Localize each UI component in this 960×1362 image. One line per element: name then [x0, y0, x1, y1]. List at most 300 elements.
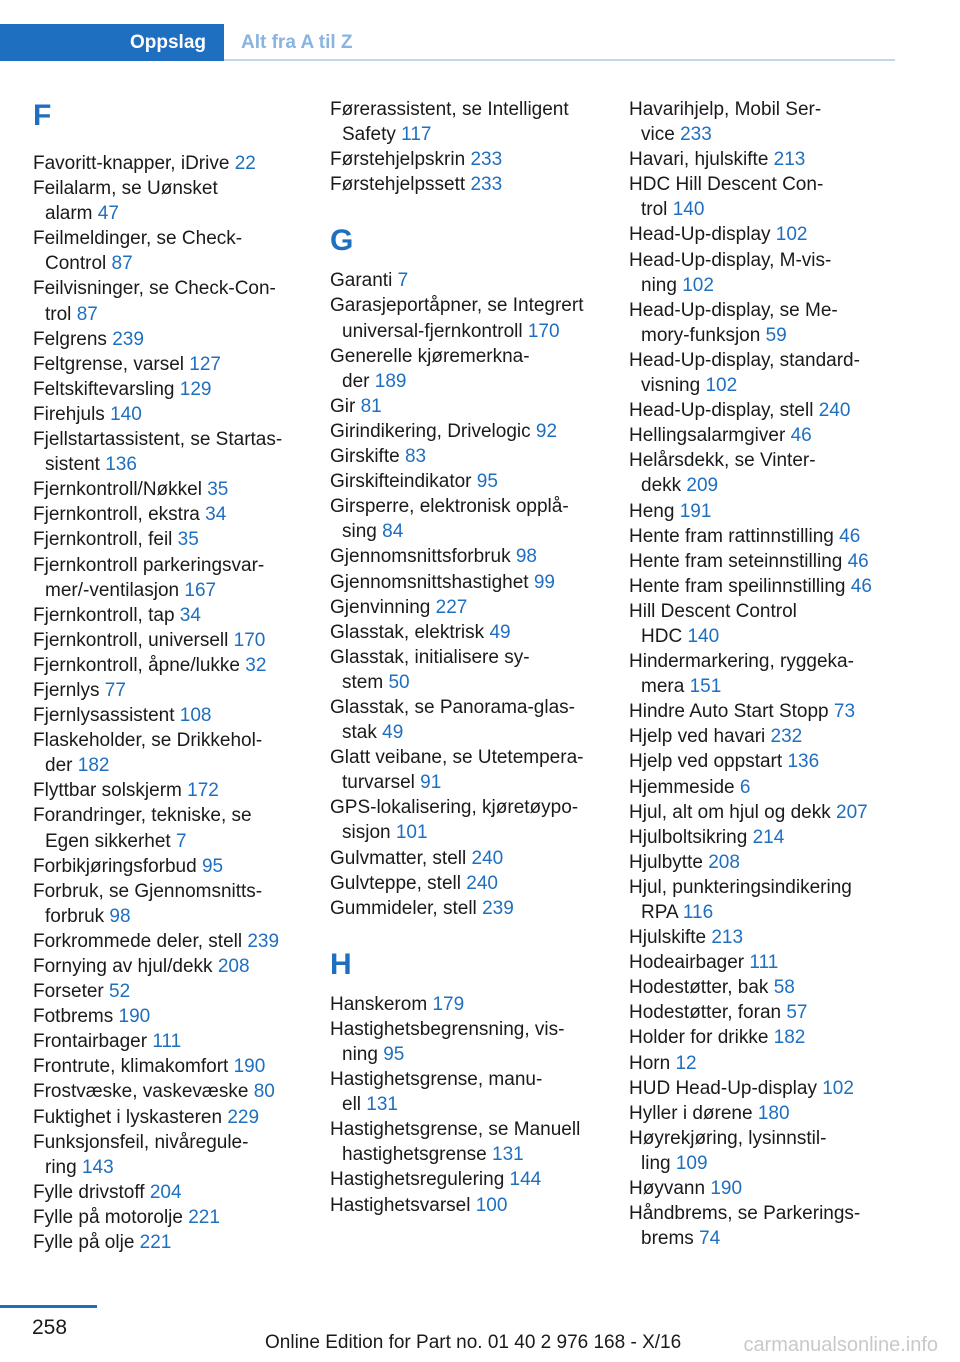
- index-entry: [629, 775, 901, 800]
- index-entry-text: Hjulskifte: [629, 927, 707, 949]
- page-reference-link[interactable]: 12: [675, 1052, 697, 1074]
- page-reference-link[interactable]: 95: [383, 1044, 405, 1065]
- page-reference-link[interactable]: 182: [773, 1027, 806, 1049]
- page-reference-link[interactable]: 239: [247, 930, 280, 952]
- index-entry-text: Forbruk, se Gjennomsnitts-: [33, 880, 263, 902]
- page-reference-link[interactable]: 170: [233, 629, 266, 651]
- index-entry-text: der: [45, 755, 73, 777]
- page-reference-link[interactable]: 47: [97, 203, 119, 225]
- index-entry: [33, 628, 303, 653]
- page-reference-link[interactable]: 49: [382, 722, 404, 744]
- index-entry-text: Hanskerom: [330, 993, 428, 1015]
- index-entry: [330, 846, 602, 871]
- index-entry-text: Head-Up-display, stell: [629, 400, 814, 422]
- index-entry-text: Feilvisninger, se Check-Con-: [33, 278, 276, 300]
- index-entry-text: sing: [342, 521, 377, 543]
- tab-alt-fra-a-til-z[interactable]: Alt fra A til Z: [224, 24, 895, 61]
- index-entry-text: Generelle kjøremerkna-: [330, 345, 530, 367]
- index-entry-text: Egen sikkerhet: [45, 830, 171, 852]
- header-tabbar: [0, 24, 895, 61]
- index-entry: [33, 653, 303, 678]
- page-reference-link[interactable]: 102: [775, 224, 808, 246]
- page-reference-link[interactable]: 34: [205, 504, 227, 526]
- index-entry-text: Glasstak, elektrisk: [330, 621, 485, 643]
- page-reference-link[interactable]: 108: [179, 705, 212, 727]
- page-reference-link[interactable]: 209: [686, 475, 719, 497]
- page-reference-link[interactable]: 172: [187, 780, 219, 802]
- index-entry-text: Fjernkontroll, åpne/lukke: [33, 654, 240, 676]
- index-entry: [33, 603, 303, 628]
- page-reference-link[interactable]: 100: [475, 1194, 508, 1216]
- index-entry-text: Head-Up-display, standard-: [629, 349, 860, 371]
- index-entry-text: Havarihjelp, Mobil Ser-: [629, 99, 822, 120]
- index-entry-text: stem: [342, 671, 384, 693]
- index-entry-text: sistent: [45, 454, 100, 476]
- index-entry: [330, 394, 602, 419]
- page-reference-link[interactable]: 131: [366, 1094, 398, 1116]
- index-entry-text: Gulvmatter, stell: [330, 847, 467, 869]
- page-reference-link[interactable]: 136: [787, 751, 820, 773]
- page-reference-link[interactable]: 59: [765, 324, 787, 346]
- page-number-rule: [0, 1305, 97, 1308]
- page-reference-link[interactable]: 35: [207, 479, 229, 501]
- index-entry: [330, 97, 602, 147]
- page-reference-link[interactable]: 233: [470, 174, 503, 196]
- index-entry: [33, 1004, 303, 1029]
- index-entry-text: Feltgrense, varsel: [33, 353, 185, 375]
- index-entry: [330, 695, 602, 745]
- index-entry-text: Glasstak, se Panorama-glas-: [330, 696, 575, 718]
- index-entry-text: Horn: [629, 1052, 671, 1074]
- page-reference-link[interactable]: 207: [836, 801, 868, 823]
- index-entry: [629, 97, 901, 147]
- index-entry-text: Helårsdekk, se Vinter-: [629, 450, 816, 472]
- index-entry-text: ning: [641, 274, 677, 296]
- index-entry-text: Garasjeportåpner, se Integrert: [330, 295, 584, 317]
- page-reference-link[interactable]: 116: [682, 902, 714, 923]
- index-entry-text: Hyller i dørene: [629, 1102, 753, 1124]
- page-reference-link[interactable]: 131: [492, 1144, 524, 1166]
- page-reference-link[interactable]: 92: [535, 420, 558, 442]
- index-entry: [629, 574, 901, 599]
- page-reference-link[interactable]: 109: [675, 1152, 708, 1174]
- index-entry-text: trol: [641, 199, 668, 221]
- index-entry-text: der: [342, 370, 370, 392]
- page-reference-link[interactable]: 140: [672, 199, 705, 221]
- index-entry: [33, 854, 303, 879]
- index-entry: [33, 703, 303, 728]
- index-entry: [330, 1167, 602, 1192]
- page-reference-link[interactable]: 117: [401, 124, 432, 146]
- page-reference-link[interactable]: 240: [471, 847, 504, 869]
- index-entry-text: Førstehjelpssett: [330, 174, 466, 196]
- page-reference-link[interactable]: 57: [786, 1002, 808, 1024]
- index-entry-text: Funksjonsfeil, nivåregule-: [33, 1131, 249, 1153]
- page-reference-link[interactable]: 233: [680, 124, 712, 146]
- page-reference-link[interactable]: 102: [682, 274, 714, 296]
- index-entry-text: Flyttbar solskjerm: [33, 780, 182, 802]
- index-entry: [330, 570, 602, 595]
- watermark: carmanualsonline.info: [743, 1334, 938, 1356]
- index-entry-text: Firehjuls: [33, 403, 105, 425]
- index-entry-text: HDC: [641, 625, 683, 647]
- page-reference-link[interactable]: 22: [234, 153, 256, 174]
- page-reference-link[interactable]: 87: [76, 303, 98, 325]
- page-reference-link[interactable]: 233: [470, 149, 503, 171]
- index-entry-text: Hastighetsgrense, se Manuell: [330, 1119, 581, 1141]
- page-reference-link[interactable]: 111: [152, 1031, 182, 1053]
- index-entry-text: Hill Descent Control: [629, 600, 797, 622]
- page-reference-link[interactable]: 87: [111, 253, 133, 275]
- page-reference-link[interactable]: 46: [850, 575, 872, 597]
- index-entry: [629, 825, 901, 850]
- page-reference-link[interactable]: 102: [705, 375, 738, 397]
- page-reference-link[interactable]: 95: [201, 855, 224, 877]
- index-entry: [33, 1230, 303, 1255]
- index-entry-text: Fjernlysassistent: [33, 705, 175, 727]
- page-reference-link[interactable]: 180: [757, 1102, 790, 1124]
- index-entry: [330, 645, 602, 695]
- page-reference-link[interactable]: 229: [227, 1106, 260, 1128]
- index-entry: [33, 1105, 303, 1130]
- page-reference-link[interactable]: 111: [749, 952, 779, 974]
- index-entry-text: Gulvteppe, stell: [330, 872, 461, 894]
- index-entry: [330, 896, 602, 921]
- index-entry-text: sisjon: [342, 822, 391, 844]
- page-reference-link[interactable]: 46: [847, 550, 869, 572]
- page-reference-link[interactable]: 191: [679, 500, 712, 522]
- index-entry-text: Førstehjelpskrin: [330, 149, 466, 171]
- index-entry: [330, 1117, 602, 1167]
- index-entry-text: Fjernkontroll, universell: [33, 629, 229, 651]
- page-reference-link[interactable]: 151: [689, 676, 722, 698]
- page-reference-link[interactable]: 32: [245, 654, 267, 676]
- index-entry-text: Fylle drivstoff: [33, 1181, 145, 1203]
- index-entry-text: Hodestøtter, foran: [629, 1002, 782, 1024]
- index-entry: [629, 1000, 901, 1025]
- page-reference-link[interactable]: 232: [770, 726, 803, 748]
- index-entry-text: Head-Up-display, M-vis-: [629, 249, 832, 271]
- index-entry: [33, 728, 303, 778]
- index-entry-text: Fylle på olje: [33, 1232, 135, 1254]
- page-reference-link[interactable]: 213: [711, 927, 744, 949]
- index-entry: [629, 348, 901, 398]
- index-letter-heading: F: [33, 99, 52, 132]
- page-reference-link[interactable]: 208: [708, 851, 740, 873]
- page-reference-link[interactable]: 73: [833, 701, 856, 723]
- index-entry: [629, 649, 901, 699]
- page-reference-link[interactable]: 214: [752, 826, 785, 848]
- page-number: 258: [32, 1316, 68, 1339]
- index-entry-text: Hjulbytte: [629, 851, 703, 873]
- page-reference-link[interactable]: 81: [360, 395, 382, 417]
- page-reference-link[interactable]: 83: [404, 446, 427, 468]
- page-reference-link[interactable]: 143: [81, 1156, 114, 1178]
- index-entry: [33, 477, 303, 502]
- index-entry: [629, 1076, 901, 1101]
- page-reference-link[interactable]: 58: [773, 977, 795, 999]
- index-entry: [629, 1201, 901, 1251]
- index-entry-text: Gir: [330, 395, 356, 417]
- index-entry-text: Favoritt-knapper, iDrive: [33, 153, 230, 174]
- page-reference-link[interactable]: 136: [105, 454, 137, 476]
- page-reference-link[interactable]: 182: [77, 755, 110, 777]
- page-reference-link[interactable]: 239: [482, 897, 514, 919]
- index-entry: [629, 524, 901, 549]
- index-entry: [629, 950, 901, 975]
- index-entry-text: Hjelp ved oppstart: [629, 751, 783, 773]
- page-reference-link[interactable]: 179: [432, 993, 465, 1015]
- page-reference-link[interactable]: 80: [253, 1081, 275, 1103]
- index-entry-text: alarm: [45, 203, 93, 225]
- page-reference-link[interactable]: 7: [175, 830, 187, 852]
- index-entry: [330, 544, 602, 569]
- index-entry: [33, 226, 303, 276]
- index-entry-text: visning: [641, 375, 701, 397]
- index-entry: [33, 553, 303, 603]
- index-entry: [33, 427, 303, 477]
- page-reference-link[interactable]: 84: [382, 521, 404, 543]
- index-letter-heading: G: [330, 224, 354, 258]
- index-entry-text: universal-fjernkontroll: [342, 320, 523, 342]
- index-entry: [629, 850, 901, 875]
- index-entry: [33, 276, 303, 326]
- index-entry-text: Hastighetsvarsel: [330, 1194, 471, 1216]
- index-entry: [33, 352, 303, 377]
- index-entry: [330, 494, 602, 544]
- index-entry-text: Heng: [629, 500, 675, 522]
- index-entry: [33, 1130, 303, 1180]
- index-entry: [33, 954, 303, 979]
- page-reference-link[interactable]: 50: [388, 671, 410, 693]
- index-entry: [629, 222, 901, 247]
- page-reference-link[interactable]: 49: [489, 621, 511, 643]
- index-entry-text: Gjennomsnittshastighet: [330, 571, 529, 593]
- page-reference-link[interactable]: 167: [184, 579, 217, 601]
- index-entry: [629, 1126, 901, 1176]
- index-entry: [629, 975, 901, 1000]
- page-reference-link[interactable]: 129: [179, 378, 212, 400]
- index-entry-text: HDC Hill Descent Con-: [629, 174, 824, 196]
- index-entry-text: Hodeairbager: [629, 952, 745, 974]
- page-reference-link[interactable]: 95: [476, 471, 498, 493]
- page-reference-link[interactable]: 99: [533, 571, 555, 593]
- index-entry-text: ring: [45, 1156, 77, 1178]
- index-entry: [33, 502, 303, 527]
- index-entry-text: ell: [342, 1094, 362, 1116]
- index-entry-text: mera: [641, 676, 685, 698]
- index-entry: [33, 151, 303, 176]
- page-reference-link[interactable]: 101: [395, 822, 428, 844]
- index-entry-text: Feilalarm, se Uønsket: [33, 178, 218, 200]
- page-reference-link[interactable]: 46: [839, 525, 861, 547]
- index-entry: [330, 795, 602, 845]
- index-entry: [629, 724, 901, 749]
- index-entry: [629, 800, 901, 825]
- page-reference-link[interactable]: 190: [118, 1006, 151, 1028]
- index-entry-text: Fjernkontroll, feil: [33, 529, 173, 551]
- index-entry-text: Frontrute, klimakomfort: [33, 1056, 229, 1078]
- index-entry-text: Fjernkontroll, tap: [33, 604, 175, 626]
- index-entry-text: Hjul, alt om hjul og dekk: [629, 801, 831, 823]
- page-reference-link[interactable]: 102: [822, 1077, 854, 1099]
- index-entry-text: ling: [641, 1152, 671, 1174]
- index-entry: [33, 1029, 303, 1054]
- index-entry-text: Head-Up-display, se Me-: [629, 299, 838, 321]
- index-column-2: [330, 97, 602, 1218]
- index-entry-text: stak: [342, 722, 377, 744]
- index-entry: [629, 147, 901, 172]
- page-reference-link[interactable]: 46: [790, 425, 812, 447]
- index-entry-text: GPS-lokalisering, kjøretøypo-: [330, 797, 579, 819]
- index-entry: [330, 419, 602, 444]
- index-entry: [629, 699, 901, 724]
- index-entry: [330, 444, 602, 469]
- index-entry: [33, 327, 303, 352]
- index-entry-text: dekk: [641, 475, 682, 497]
- index-entry-text: Hjelp ved havari: [629, 726, 766, 748]
- page-reference-link[interactable]: 35: [177, 529, 199, 551]
- index-entry: [629, 1176, 901, 1201]
- index-entry-text: mer/-ventilasjon: [45, 579, 180, 601]
- index-entry-text: turvarsel: [342, 772, 415, 794]
- index-entry-text: Gjennomsnittsforbruk: [330, 546, 511, 568]
- page-reference-link[interactable]: 140: [110, 403, 142, 425]
- index-letter-heading: H: [330, 947, 352, 981]
- page-reference-link[interactable]: 213: [773, 149, 806, 171]
- page-reference-link[interactable]: 6: [739, 776, 751, 798]
- index-entry-text: Høyvann: [629, 1178, 706, 1200]
- index-entry-text: Fotbrems: [33, 1006, 114, 1028]
- index-entry: [629, 398, 901, 423]
- index-entry-text: Feilmeldinger, se Check-: [33, 228, 243, 250]
- index-entry: [33, 1180, 303, 1205]
- index-entry-text: Flaskeholder, se Drikkehol-: [33, 730, 263, 752]
- index-entry-text: Fjernkontroll, ekstra: [33, 504, 200, 526]
- index-entry: [629, 248, 901, 298]
- page-reference-link[interactable]: 34: [179, 604, 201, 626]
- index-entry-text: Girskifte: [330, 446, 400, 468]
- index-entry-text: Holder for drikke: [629, 1027, 769, 1049]
- page-reference-link[interactable]: 190: [233, 1056, 266, 1078]
- index-entry-text: Frontairbager: [33, 1031, 148, 1053]
- index-entry: [629, 423, 901, 448]
- index-entry-text: Garanti: [330, 270, 393, 292]
- index-entry-text: Forandringer, tekniske, se: [33, 805, 252, 827]
- page-reference-link[interactable]: 127: [189, 353, 221, 375]
- index-entry-text: Feltskiftevarsling: [33, 378, 175, 400]
- index-entry: [330, 268, 602, 293]
- index-entry-text: Girindikering, Drivelogic: [330, 420, 531, 442]
- page-reference-link[interactable]: 98: [109, 905, 131, 927]
- index-entry-text: Hellingsalarmgiver: [629, 425, 786, 447]
- page-reference-link[interactable]: 140: [687, 625, 720, 647]
- page-reference-link[interactable]: 144: [509, 1169, 542, 1191]
- index-entry: [629, 448, 901, 498]
- index-entry-text: Hente fram rattinnstilling: [629, 525, 834, 547]
- index-entry-text: RPA: [641, 902, 678, 923]
- page-reference-link[interactable]: 208: [217, 956, 250, 977]
- page-reference-link[interactable]: 239: [112, 328, 144, 350]
- index-entry: [33, 377, 303, 402]
- index-entry: [629, 1101, 901, 1126]
- page-reference-link[interactable]: 98: [515, 546, 537, 568]
- index-entry-text: forbruk: [45, 905, 105, 927]
- index-entry: [330, 1067, 602, 1117]
- page-reference-link[interactable]: 170: [527, 320, 560, 342]
- index-entry-text: Hjul, punkteringsindikering: [629, 876, 852, 898]
- index-entry: [629, 925, 901, 950]
- index-entry-text: Fuktighet i lyskasteren: [33, 1106, 223, 1128]
- index-entry: [33, 527, 303, 552]
- page-reference-link[interactable]: 77: [104, 679, 126, 701]
- index-entry-text: brems: [641, 1228, 694, 1250]
- page-reference-link[interactable]: 52: [109, 981, 131, 1003]
- index-entry-text: Hastighetsregulering: [330, 1169, 505, 1191]
- index-entry: [330, 745, 602, 795]
- index-entry: [330, 595, 602, 620]
- index-entry: [33, 979, 303, 1004]
- index-entry: [33, 778, 303, 803]
- index-entry-text: Frostvæske, vaskevæske: [33, 1081, 249, 1103]
- index-column-1: [33, 97, 303, 1255]
- index-entry-text: Førerassistent, se Intelligent: [330, 99, 569, 120]
- page-reference-link[interactable]: 189: [374, 370, 407, 392]
- index-entry-text: Hastighetsgrense, manu-: [330, 1069, 543, 1091]
- tab-oppslag[interactable]: Oppslag: [0, 24, 224, 61]
- page-reference-link[interactable]: 74: [699, 1228, 721, 1250]
- index-entry-text: Forkrommede deler, stell: [33, 930, 243, 952]
- index-entry-text: Forbikjøringsforbud: [33, 855, 197, 877]
- index-entry-text: Safety: [342, 124, 396, 146]
- index-entry: [33, 1054, 303, 1079]
- index-entry-text: Håndbrems, se Parkerings-: [629, 1203, 861, 1225]
- page-reference-link[interactable]: 204: [149, 1181, 182, 1203]
- index-entry-text: HUD Head-Up-display: [629, 1077, 817, 1099]
- page-reference-link[interactable]: 91: [420, 772, 442, 794]
- page-reference-link[interactable]: 227: [435, 596, 468, 618]
- index-entry-text: Fylle på motorolje: [33, 1206, 183, 1228]
- index-entry-text: Fornying av hjul/dekk: [33, 956, 213, 977]
- edition-footer: Online Edition for Part no. 01 40 2 976 168 - X/16: [265, 1332, 682, 1353]
- index-entry: [33, 678, 303, 703]
- index-entry-text: Hjemmeside: [629, 776, 735, 798]
- page-reference-link[interactable]: 221: [139, 1232, 172, 1254]
- index-entry-text: Forseter: [33, 981, 104, 1003]
- index-entry-text: Head-Up-display: [629, 224, 771, 246]
- page-reference-link[interactable]: 240: [466, 872, 498, 894]
- index-entry: [33, 803, 303, 853]
- index-entry-text: Felgrens: [33, 328, 107, 350]
- index-entry: [330, 871, 602, 896]
- index-entry-text: Havari, hjulskifte: [629, 149, 769, 171]
- index-entry-text: Hjulboltsikring: [629, 826, 748, 848]
- index-entry: [33, 176, 303, 226]
- index-entry: [330, 147, 602, 172]
- index-entry-text: Hastighetsbegrensning, vis-: [330, 1018, 565, 1040]
- index-entry-text: Control: [45, 253, 107, 275]
- index-entry: [330, 344, 602, 394]
- page-reference-link[interactable]: 240: [818, 400, 851, 422]
- page-reference-link[interactable]: 221: [188, 1206, 220, 1228]
- index-entry: [330, 992, 602, 1017]
- index-entry: [330, 293, 602, 343]
- index-entry-text: trol: [45, 303, 72, 325]
- page-reference-link[interactable]: 7: [397, 270, 409, 292]
- page-reference-link[interactable]: 190: [710, 1178, 743, 1200]
- index-entry: [629, 1025, 901, 1050]
- index-entry-text: Hente fram speilinnstilling: [629, 575, 846, 597]
